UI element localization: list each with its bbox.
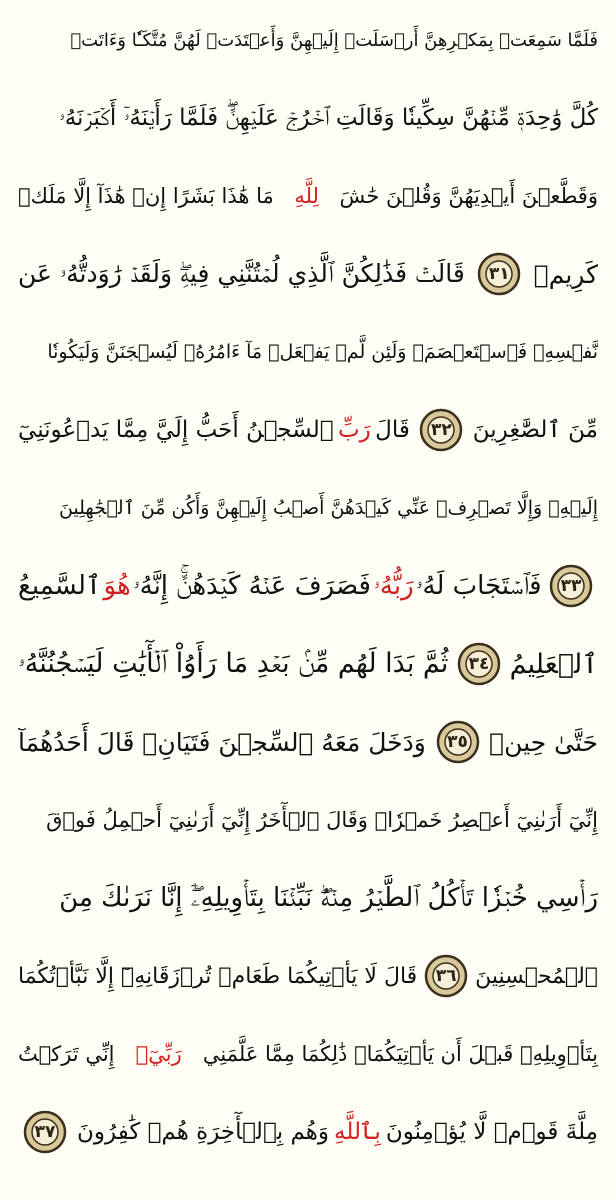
text-line: [18, 784, 598, 856]
ayah-number: ٣٣: [560, 576, 582, 596]
text-line: [18, 862, 598, 934]
ayah-end-marker: [456, 641, 502, 687]
verse-text: وَدَخَلَ مَعَهُ ٱلسِّجۡنَ فَتَيَانِۖ قَالَ أَحَدُهُمَآ: [18, 727, 426, 757]
verse-text: ٱلسِّجۡنُ أَحَبُّ إِلَيَّ مِمَّا يَدۡعُونَنِيٓ: [18, 417, 334, 443]
verse-text: كَرِيمٞ: [533, 259, 598, 289]
verse-text: ٱلۡعَلِيمُ: [509, 648, 598, 680]
verse-text: فَصَرَفَ عَنۡهُ كَيۡدَهُنَّۚ إِنَّهُۥ: [133, 570, 371, 601]
divine-name-text: هُوَ: [103, 571, 131, 601]
text-line: [18, 706, 598, 778]
verse-text: إِلَيۡهِۖ وَإِلَّا تَصۡرِفۡ عَنِّي كَيۡدَهُنَّ أَصۡبُ إِلَيۡهِنَّ وَأَكُن مِّنَ ٱلۡجَٰهِلِينَ: [58, 497, 598, 519]
verse-text: وَهُم بِٱلۡأٓخِرَةِ هُمۡ كَٰفِرُونَ: [77, 1119, 329, 1145]
verse-text: مَا هَٰذَا بَشَرًا إِنۡ هَٰذَآ إِلَّا مَلَكٞ: [18, 184, 274, 208]
text-line: [18, 316, 598, 388]
verse-text: قَالَ: [375, 417, 410, 443]
verse-text: فَلَمَّا سَمِعَتۡ بِمَكۡرِهِنَّ أَرۡسَلَتۡ إِلَيۡهِنَّ وَأَعۡتَدَتۡ لَهُنَّ مُتَّكَـٔٗا وَءَاتَتۡ: [70, 29, 598, 51]
text-line: [18, 628, 598, 700]
text-line: [18, 160, 598, 232]
verse-text: فَٱسۡتَجَابَ لَهُۥ: [416, 570, 542, 601]
verse-text: ٱلسَّمِيعُ: [18, 571, 102, 601]
verse-text: رَأۡسِي خُبۡزٗا تَأۡكُلُ ٱلطَّيۡرُ مِنۡهُۖ نَبِّئۡنَا بِتَأۡوِيلِهِۦٓۖ إِنَّا نَرَىٰكَ مِنَ: [59, 882, 598, 913]
ayah-number: ٣١: [488, 264, 510, 284]
ayah-number: ٣٦: [435, 966, 457, 986]
text-line: [18, 1096, 598, 1168]
ayah-number: ٣٧: [34, 1122, 56, 1142]
divine-name-text: لِلَّهِ: [294, 184, 319, 208]
verse-text: كُلَّ وَٰحِدَةٖ مِّنۡهُنَّ سِكِّينٗا وَقَالَتِ ٱخۡرُجۡ عَلَيۡهِنَّۖ فَلَمَّا رَأَيۡنَهُۥٓ أَكۡبَرۡنَهُۥ: [58, 105, 598, 131]
ayah-end-marker: [22, 1109, 68, 1155]
text-line: [18, 550, 598, 622]
ayah-number: ٣٥: [447, 732, 468, 752]
text-line: [18, 472, 598, 544]
text-line: [18, 940, 598, 1012]
ayah-end-marker: [548, 563, 594, 609]
verse-text: إِنِّيٓ أَرَىٰنِيٓ أَعۡصِرُ خَمۡرٗاۖ وَقَالَ ٱلۡأٓخَرُ إِنِّيٓ أَرَىٰنِيٓ أَحۡمِلُ فَوۡقَ: [46, 808, 598, 832]
ayah-number: ٣٢: [430, 420, 452, 440]
verse-text: ٱلۡمُحۡسِنِينَ: [475, 963, 598, 989]
text-line: [18, 4, 598, 76]
ayah-end-marker: [476, 251, 522, 297]
verse-text: نَّفۡسِهِۦ فَٱسۡتَعۡصَمَۖ وَلَئِن لَّمۡ يَفۡعَلۡ مَآ ءَامُرُهُۥ لَيُسۡجَنَنَّ وَلَيَكُونٗا: [47, 341, 598, 363]
text-line: [18, 1018, 598, 1090]
verse-text: قَالَتۡ فَذَٰلِكُنَّ ٱلَّذِي لُمۡتُنَّنِي فِيهِۖ وَلَقَدۡ رَٰوَدتُّهُۥ عَن: [18, 259, 465, 288]
ayah-number: ٣٤: [468, 654, 490, 674]
verse-text: ثُمَّ بَدَا لَهُم مِّنۢ بَعۡدِ مَا رَأَوُاْ ٱلۡأٓيَٰتِ لَيَسۡجُنُنَّهُۥ: [18, 648, 449, 679]
ayah-end-marker: [435, 719, 481, 765]
verse-text: إِنِّي تَرَكۡتُ: [18, 1042, 115, 1066]
divine-name-text: رَبِّيٓۚ: [135, 1042, 182, 1066]
divine-name-text: بِٱللَّهِ: [334, 1119, 381, 1145]
verse-text: بِتَأۡوِيلِهِۦ قَبۡلَ أَن يَأۡتِيَكُمَاۚ ذَٰلِكُمَا مِمَّا عَلَّمَنِي: [202, 1042, 598, 1066]
ayah-end-marker: [418, 407, 464, 453]
text-line: [18, 394, 598, 466]
verse-text: مِلَّةَ قَوۡمٖ لَّا يُؤۡمِنُونَ: [385, 1119, 598, 1145]
text-line: [18, 238, 598, 310]
verse-text: وَقَطَّعۡنَ أَيۡدِيَهُنَّ وَقُلۡنَ حَٰشَ: [339, 184, 598, 208]
verse-text: مِّنَ ٱلصَّٰغِرِينَ: [472, 417, 598, 443]
quran-text-block: [18, 0, 598, 1200]
divine-name-text: رَبُّهُۥ: [373, 570, 414, 601]
verse-text: حَتَّىٰ حِينٖ: [489, 727, 598, 757]
ayah-end-marker: [423, 953, 469, 999]
text-line: [18, 82, 598, 154]
verse-text: قَالَ لَا يَأۡتِيكُمَا طَعَامٞ تُرۡزَقَانِهِۦٓ إِلَّا نَبَّأۡتُكُمَا: [18, 963, 418, 989]
divine-name-text: رَبِّ: [337, 417, 371, 443]
